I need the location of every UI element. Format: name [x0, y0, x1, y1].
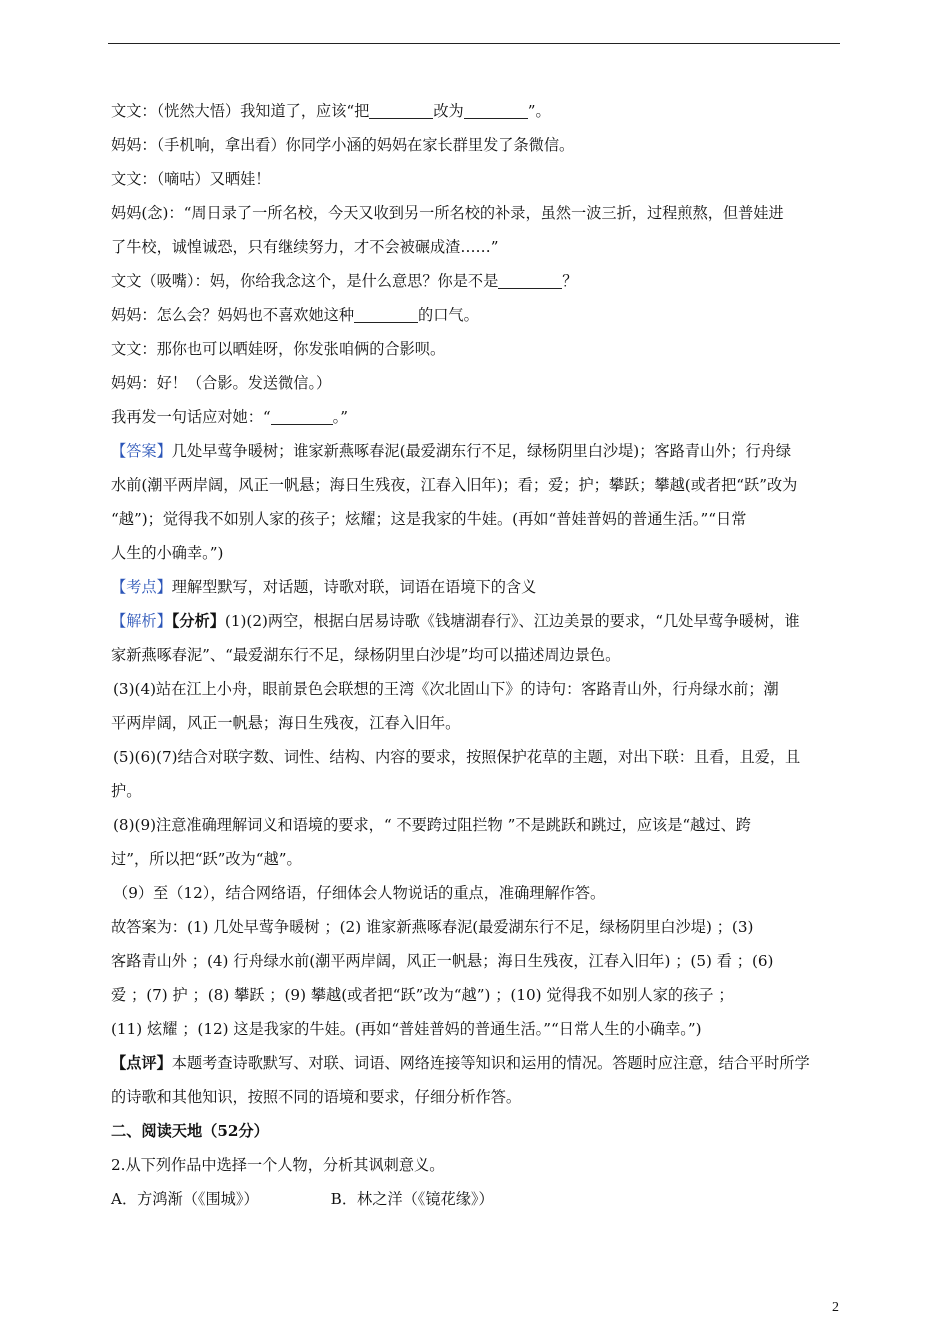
dialogue-line: 妈妈：怎么会？妈妈也不喜欢她这种 的口气。: [111, 306, 479, 324]
answer-line: 水前(潮平两岸阔，风正一帆悬；海日生残夜，江春入旧年)；看；爱；护；攀跃；攀越(或者把“跃”改为: [111, 476, 798, 494]
dialogue-line: 文文：（嘀咕）又晒娃！: [111, 170, 271, 188]
dialogue-line: 我再发一句话应对她：“ 。”: [111, 408, 348, 426]
blank: [498, 272, 562, 289]
review-line: 【点评】本题考查诗歌默写、对联、词语、网络连接等知识和运用的情况。答题时应注意，结合平时所学: [111, 1054, 810, 1072]
review-line: 的诗歌和其他知识，按照不同的语境和要求，仔细分析作答。: [111, 1088, 522, 1106]
question-text: 2.从下列作品中选择一个人物，分析其讽刺意义。: [111, 1156, 445, 1174]
analysis-line: 爱 ；(7) 护 ；(8) 攀跃 ；(9) 攀越(或者把“跃”改为“越”) ；(10) 觉得我不如别人家的孩子 ；: [111, 986, 734, 1004]
answer-line: “越”)；觉得我不如别人家的孩子；炫耀；这是我家的牛娃。(再如“普娃普妈的普通生活。”“日常: [111, 510, 747, 528]
dialogue-line: 文文：那你也可以晒娃呀，你发张咱俩的合影呗。: [111, 340, 446, 358]
analysis-line: (11) 炫耀 ；(12) 这是我家的牛娃。(再如“普娃普妈的普通生活。”“日常人生的小确幸。”): [111, 1020, 702, 1038]
answer-line: 【答案】几处早莺争暖树；谁家新燕啄春泥(最爱湖东行不足，绿杨阴里白沙堤)；客路青山外；行舟绿: [111, 442, 792, 460]
dialogue-line: 妈妈：（手机响，拿出看）你同学小涵的妈妈在家长群里发了条微信。: [111, 136, 575, 154]
analysis-line: 家新燕啄春泥”、“最爱湖东行不足，绿杨阴里白沙堤”均可以描述周边景色。: [111, 646, 621, 664]
analysis-line: 客路青山外 ；(4) 行舟绿水前(潮平两岸阔，风正一帆悬；海日生残夜，江春入旧年) ；(5) 看 ；(6): [111, 952, 774, 970]
section-heading: 二、阅读天地（52分）: [111, 1122, 269, 1140]
answer-tag: 【答案】: [111, 442, 172, 460]
analysis-tag: 【解析】: [111, 612, 172, 630]
analysis-line: 护。: [111, 782, 142, 800]
analysis-line: 平两岸阔，风正一帆悬；海日生残夜，江春入旧年。: [111, 714, 461, 732]
blank: [464, 102, 528, 119]
fenxi-label: 【分析】: [171, 612, 225, 630]
blank: [271, 408, 333, 425]
dialogue-line: 妈妈：好！（合影。发送微信。）: [111, 374, 332, 392]
dialogue-line: 文文（吸嘴）：妈，你给我念这个，是什么意思？你是不是 ？: [111, 272, 578, 290]
dialogue-line: 妈妈(念)：“周日录了一所名校，今天又收到另一所名校的补录，虽然一波三折，过程煎熬，但普娃进: [111, 204, 784, 222]
blank: [354, 306, 418, 323]
analysis-line: (8)(9)注意准确理解词义和语境的要求，“ 不要跨过阻拦物 ”不是跳跃和跳过，应该是“越过、跨: [113, 816, 751, 834]
answer-line: 人生的小确幸。”): [111, 544, 224, 562]
blank: [369, 102, 433, 119]
page-number: 2: [832, 1300, 839, 1315]
analysis-line: 过”，所以把“跃”改为“越”。: [111, 850, 302, 868]
dialogue-line: 了牛校，诚惶诚恐，只有继续努力，才不会被碾成渣……”: [111, 238, 499, 256]
option-b: B．林之洋（《镜花缘》）: [330, 1190, 494, 1208]
analysis-line: （9）至（12），结合网络语，仔细体会人物说话的重点，准确理解作答。: [113, 884, 606, 902]
header-rule: [108, 43, 840, 44]
options-line: [111, 1182, 843, 1216]
kaodian-tag: 【考点】: [111, 578, 172, 596]
analysis-line: (3)(4)站在江上小舟，眼前景色会联想的王湾《次北固山下》的诗句：客路青山外，行舟绿水前；潮: [113, 680, 779, 698]
review-tag: 【点评】: [111, 1054, 172, 1072]
kaodian-line: 【考点】理解型默写，对话题，诗歌对联，词语在语境下的含义: [111, 578, 537, 596]
analysis-line: (5)(6)(7)结合对联字数、词性、结构、内容的要求，按照保护花草的主题，对出下联：且看，且爱，且: [113, 748, 801, 766]
analysis-line: 故答案为：(1) 几处早莺争暖树 ；(2) 谁家新燕啄春泥(最爱湖东行不足，绿杨阴里白沙堤) ；(3): [111, 918, 754, 936]
analysis-line: 【解析】【分析】(1)(2)两空，根据白居易诗歌《钱塘湖春行》、江边美景的要求，“几处早莺争暖树，谁: [111, 612, 800, 630]
dialogue-line: 文文：（恍然大悟）我知道了，应该“把 改为 ”。: [111, 102, 551, 120]
document-body: [111, 94, 843, 1216]
option-a: A．方鸿渐（《围城》）: [111, 1190, 259, 1208]
